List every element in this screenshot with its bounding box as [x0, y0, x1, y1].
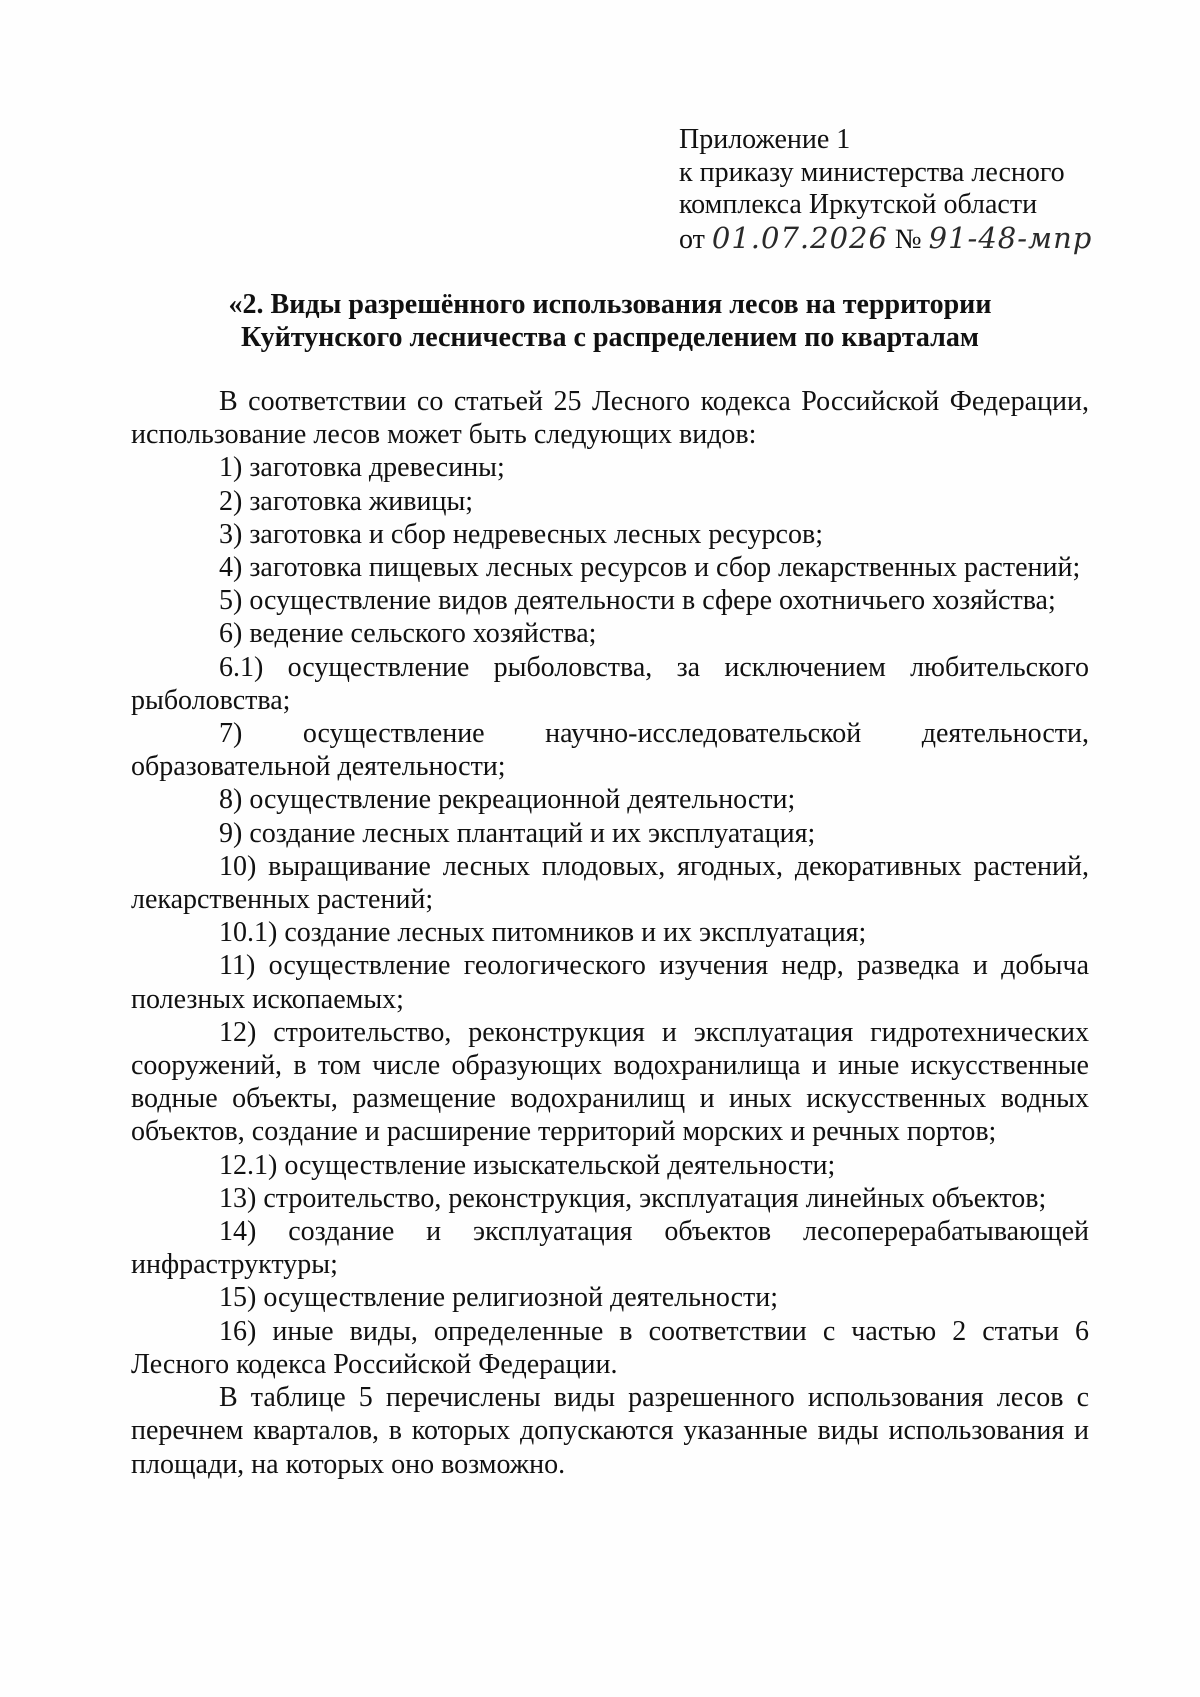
handwritten-date: 01.07.2026	[711, 220, 888, 255]
usage-type-item: 10.1) создание лесных питомников и их эксплуатация;	[219, 917, 867, 949]
usage-type-item: 6.1) осуществление рыболовства, за исключением любительского рыболовства;	[131, 651, 1089, 716]
usage-type-item: 12) строительство, реконструкция и эксплуатация гидротехнических сооружений, в том числе образующих водохранилища и иные искусственные водные объекты, размещение водохранилищ и иных искусственных водных объектов, создание и расширение территорий морских и речных портов;	[131, 1016, 1089, 1148]
document-body	[131, 385, 1089, 1481]
date-prefix: от	[679, 223, 705, 255]
section-title-line-2: Куйтунского лесничества с распределением по кварталам	[241, 322, 979, 353]
usage-type-item: 10) выращивание лесных плодовых, ягодных, декоративных растений, лекарственных растений;	[131, 850, 1089, 916]
usage-type-item: 12.1) осуществление изыскательской деятельности;	[219, 1149, 836, 1181]
attachment-title: Приложение 1	[679, 124, 851, 155]
usage-type-item: 8) осуществление рекреационной деятельности;	[219, 784, 796, 816]
handwritten-number: 91-48-мпр	[928, 220, 1093, 255]
usage-type-item: 3) заготовка и сбор недревесных лесных ресурсов;	[219, 518, 823, 550]
usage-type-item: 11) осуществление геологического изучения недр, разведка и добыча полезных ископаемых;	[131, 950, 1089, 1015]
section-title-line-1: «2. Виды разрешённого использования лесов на территории	[228, 289, 992, 320]
usage-type-item: 6) ведение сельского хозяйства;	[219, 618, 597, 650]
usage-type-item: 7) осуществление научно-исследовательской деятельности, образовательной деятельности;	[131, 718, 1089, 783]
closing-paragraph: В таблице 5 перечислены виды разрешенного использования лесов с перечнем кварталов, в которых допускаются указанные виды использования и площади, на которых оно возможно.	[131, 1382, 1089, 1480]
usage-type-item: 2) заготовка живицы;	[219, 485, 474, 517]
attachment-ministry-line: комплекса Иркутской области	[679, 189, 1038, 220]
usage-type-item: 15) осуществление религиозной деятельности;	[219, 1282, 779, 1314]
attachment-order-line: к приказу министерства лесного	[679, 156, 1065, 188]
usage-type-item: 4) заготовка пищевых лесных ресурсов и сбор лекарственных растений;	[219, 552, 1081, 584]
number-sign: №	[894, 223, 922, 255]
usage-type-item: 5) осуществление видов деятельности в сфере охотничьего хозяйства;	[219, 585, 1056, 617]
usage-type-item: 9) создание лесных плантаций и их эксплуатация;	[219, 817, 816, 849]
usage-type-item: 16) иные виды, определенные в соответствии с частью 2 статьи 6 Лесного кодекса Российской Федерации.	[131, 1315, 1089, 1380]
attachment-header	[679, 124, 1099, 256]
usage-type-item: 14) создание и эксплуатация объектов лесоперерабатывающей инфраструктуры;	[131, 1216, 1089, 1281]
attachment-date-number-line	[679, 222, 1099, 257]
usage-type-item: 13) строительство, реконструкция, эксплуатация линейных объектов;	[219, 1182, 1047, 1214]
usage-type-item: 1) заготовка древесины;	[219, 452, 505, 484]
intro-paragraph: В соответствии со статьей 25 Лесного кодекса Российской Федерации, использование лесов может быть следующих видов:	[131, 386, 1089, 451]
usage-types-list	[131, 451, 1089, 1381]
